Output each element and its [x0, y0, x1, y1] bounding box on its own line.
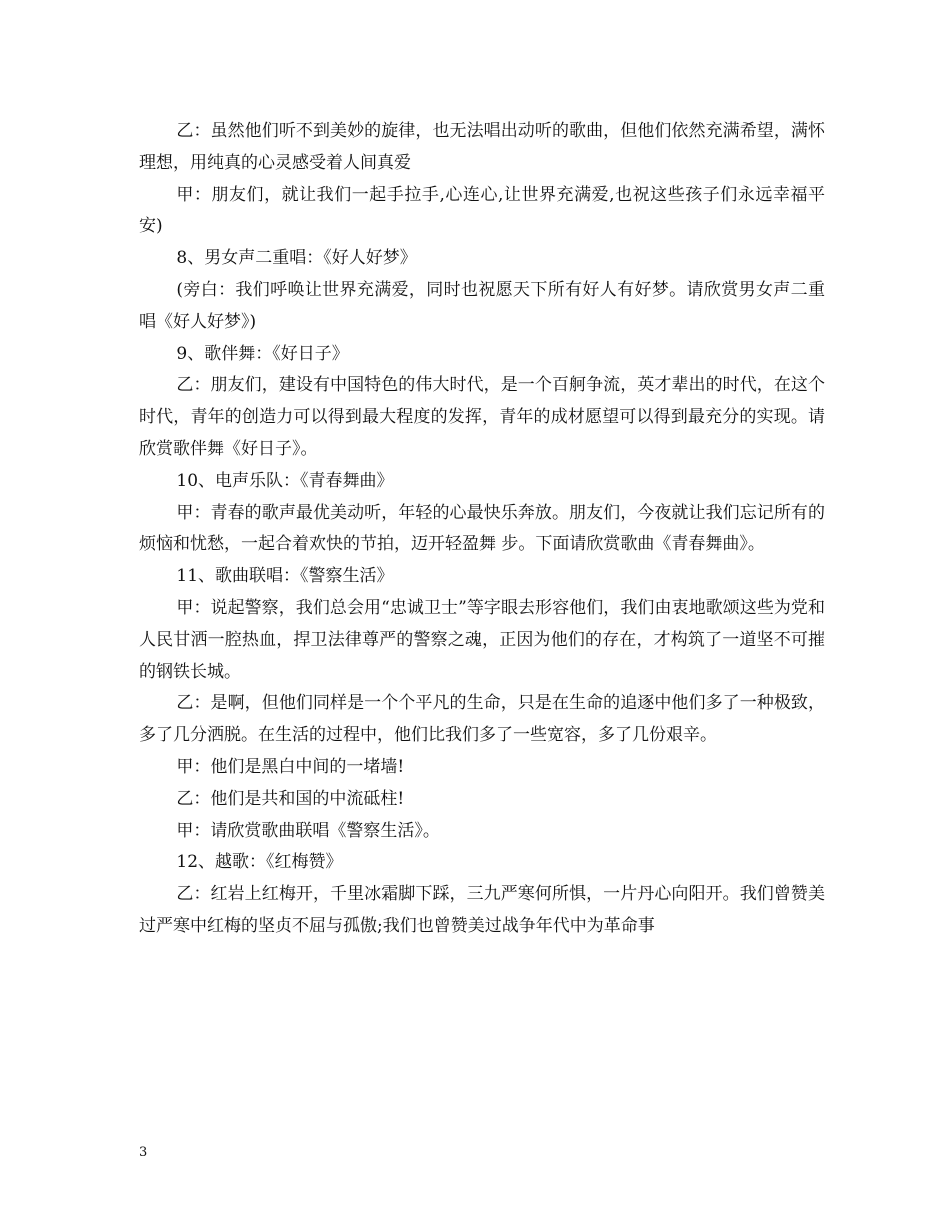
- document-body: [139, 116, 825, 943]
- page-number: 3: [139, 1145, 148, 1160]
- paragraph: 乙：是啊，但他们同样是一个个平凡的生命，只是在生命的追逐中他们多了一种极致，多了几分洒脱。在生活的过程中，他们比我们多了一些宽容，多了几份艰辛。: [139, 693, 825, 746]
- section-heading: 12、越歌：《红梅赞》: [176, 852, 343, 873]
- paragraph: 乙：红岩上红梅开，千里冰霜脚下踩，三九严寒何所惧，一片丹心向阳开。我们曾赞美过严寒中红梅的坚贞不屈与孤傲;我们也曾赞美过战争年代中为革命事: [139, 884, 825, 936]
- paragraph: 甲：朋友们，就让我们一起手拉手,心连心,让世界充满爱,也祝这些孩子们永远幸福平安): [139, 184, 825, 237]
- section-heading: 8、男女声二重唱：《好人好梦》: [176, 248, 417, 269]
- paragraph: 乙：虽然他们听不到美妙的旋律，也无法唱出动听的歌曲，但他们依然充满希望，满怀理想，用纯真的心灵感受着人间真爱: [139, 121, 825, 173]
- section-heading: 10、电声乐队：《青春舞曲》: [176, 470, 394, 491]
- paragraph: 甲：他们是黑白中间的一堵墙!: [176, 756, 405, 777]
- paragraph: 甲：青春的歌声最优美动听，年轻的心最快乐奔放。朋友们，今夜就让我们忘记所有的烦恼和忧愁，一起合着欢快的节拍，迈开轻盈舞 步。下面请欣赏歌曲《青春舞曲》。: [139, 502, 825, 555]
- section-heading: 11、歌曲联唱：《警察生活》: [176, 566, 394, 587]
- paragraph: 乙：朋友们，建设有中国特色的伟大时代，是一个百舸争流，英才辈出的时代，在这个时代，青年的创造力可以得到最大程度的发挥，青年的成材愿望可以得到最充分的实现。请欣赏歌伴舞《好日子》。: [139, 375, 825, 459]
- paragraph: 甲：请欣赏歌曲联唱《警察生活》。: [176, 820, 440, 841]
- section-heading: 9、歌伴舞：《好日子》: [176, 343, 349, 364]
- paragraph: (旁白：我们呼唤让世界充满爱，同时也祝愿天下所有好人有好梦。请欣赏男女声二重唱《好人好梦》): [139, 279, 825, 332]
- paragraph: 甲：说起警察，我们总会用“忠诚卫士”等字眼去形容他们，我们由衷地歌颂这些为党和人民甘洒一腔热血，捍卫法律尊严的警察之魂，正因为他们的存在，才构筑了一道坚不可摧的钢铁长城。: [139, 597, 825, 682]
- paragraph: 乙：他们是共和国的中流砥柱!: [176, 788, 405, 809]
